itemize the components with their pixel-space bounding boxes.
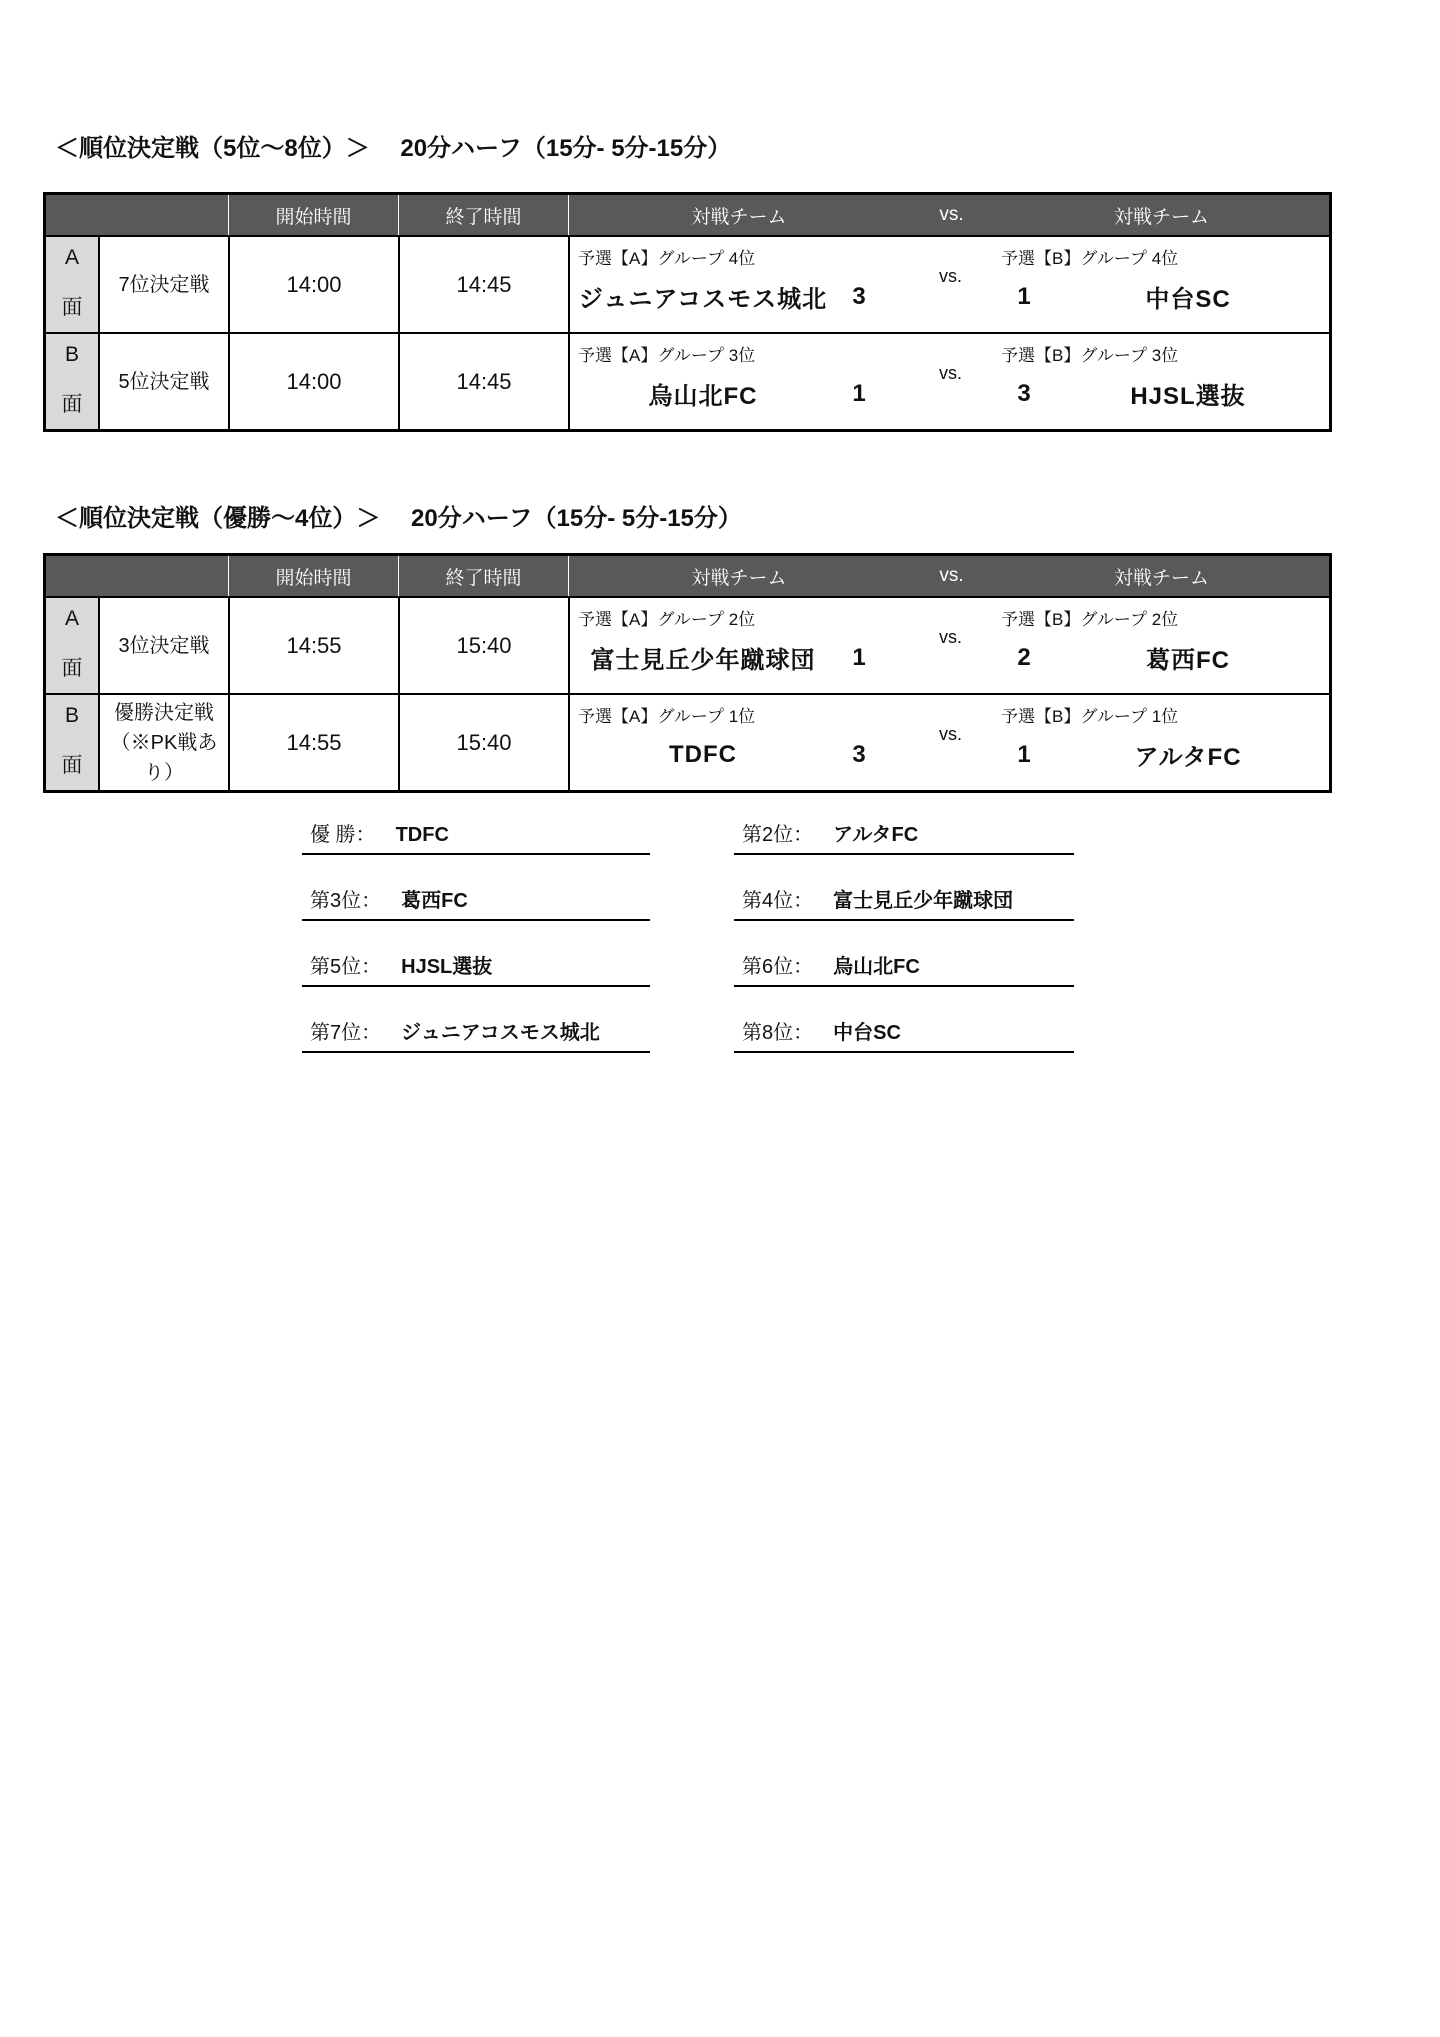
match-name-note: （※PK戦あり） bbox=[110, 731, 218, 784]
result-row-5th bbox=[302, 952, 650, 987]
right-team-line bbox=[993, 269, 1329, 332]
right-group-label: 予選【B】グループ 3位 bbox=[1001, 346, 1179, 365]
right-team-name: 中台SC bbox=[1145, 286, 1231, 313]
left-team-name: TDFC bbox=[669, 740, 737, 768]
result-label: 優 勝： bbox=[310, 824, 376, 846]
table-row-5th-place-match bbox=[46, 332, 1329, 429]
left-team-name: ジュニアコスモス城北 bbox=[578, 286, 828, 313]
result-team: 葛西FC bbox=[401, 890, 468, 912]
right-team-cell bbox=[993, 237, 1329, 332]
result-row-champion bbox=[302, 820, 650, 855]
start-time-cell: 14:55 bbox=[228, 695, 398, 790]
pitch-letter: B bbox=[64, 343, 79, 366]
section-title-placement-5-8: ＜順位決定戦（5位～8位）＞ 20分ハーフ（15分- 5分-15分） bbox=[55, 135, 732, 162]
right-team-line bbox=[993, 727, 1329, 790]
column-header-end-time: 終了時間 bbox=[398, 556, 568, 596]
header-corner-cell bbox=[46, 195, 228, 235]
result-label: 第6位： bbox=[742, 956, 814, 978]
match-name: 優勝決定戦 bbox=[114, 701, 214, 724]
pitch-suffix: 面 bbox=[61, 393, 83, 416]
right-team-score: 1 bbox=[1017, 740, 1031, 768]
right-team-name: HJSL選抜 bbox=[1130, 383, 1246, 410]
result-team: 富士見丘少年蹴球団 bbox=[833, 890, 1014, 912]
vs-label: vs. bbox=[938, 627, 962, 647]
column-header-teams bbox=[568, 556, 1329, 596]
result-row-7th bbox=[302, 1018, 650, 1053]
right-team-name: 葛西FC bbox=[1146, 647, 1230, 674]
right-team-score: 1 bbox=[1017, 282, 1031, 310]
left-team-cell bbox=[568, 598, 908, 693]
result-team: ジュニアコスモス城北 bbox=[401, 1022, 600, 1044]
result-team: TDFC bbox=[395, 824, 449, 846]
result-label: 第4位： bbox=[742, 890, 814, 912]
table-row-3rd-place-match bbox=[46, 596, 1329, 693]
column-header-end-time: 終了時間 bbox=[398, 195, 568, 235]
right-team-line bbox=[993, 366, 1329, 429]
left-team-score: 3 bbox=[852, 740, 866, 768]
column-header-start-time: 開始時間 bbox=[228, 556, 398, 596]
left-team-score: 1 bbox=[852, 379, 866, 407]
right-group-label: 予選【B】グループ 4位 bbox=[1001, 249, 1179, 268]
pitch-suffix: 面 bbox=[61, 754, 83, 777]
pitch-cell bbox=[46, 334, 98, 429]
left-group-label: 予選【A】グループ 4位 bbox=[578, 249, 756, 268]
start-time-cell: 14:00 bbox=[228, 334, 398, 429]
match-name-cell bbox=[98, 695, 228, 790]
left-team-line bbox=[570, 366, 908, 429]
result-label: 第7位： bbox=[310, 1022, 382, 1044]
result-team: 烏山北FC bbox=[833, 956, 920, 978]
vs-label: vs. bbox=[938, 266, 962, 286]
column-header-team-left: 対戦チーム bbox=[691, 567, 787, 589]
left-team-score: 3 bbox=[852, 282, 866, 310]
end-time-cell: 14:45 bbox=[398, 237, 568, 332]
left-team-line bbox=[570, 269, 908, 332]
match-name: 3位決定戦 bbox=[118, 634, 210, 657]
left-team-cell bbox=[568, 334, 908, 429]
column-header-teams bbox=[568, 195, 1329, 235]
result-row-2nd bbox=[734, 820, 1074, 855]
right-team-cell bbox=[993, 334, 1329, 429]
left-group-label: 予選【A】グループ 2位 bbox=[578, 610, 756, 629]
end-time-cell: 15:40 bbox=[398, 695, 568, 790]
match-name-cell bbox=[98, 334, 228, 429]
right-team-line bbox=[993, 630, 1329, 693]
column-header-team-right: 対戦チーム bbox=[1113, 206, 1209, 228]
result-label: 第8位： bbox=[742, 1022, 814, 1044]
left-team-cell bbox=[568, 237, 908, 332]
vs-label: vs. bbox=[938, 363, 962, 383]
result-team: 中台SC bbox=[833, 1022, 901, 1044]
result-team: アルタFC bbox=[833, 824, 919, 846]
left-team-cell bbox=[568, 695, 908, 790]
result-label: 第3位： bbox=[310, 890, 382, 912]
pitch-suffix: 面 bbox=[61, 657, 83, 680]
left-team-line bbox=[570, 727, 908, 790]
start-time-cell: 14:55 bbox=[228, 598, 398, 693]
right-team-cell bbox=[993, 598, 1329, 693]
table-header-row bbox=[46, 195, 1329, 235]
placement-table-5-8 bbox=[43, 192, 1332, 432]
pitch-letter: A bbox=[64, 607, 79, 630]
left-team-score: 1 bbox=[852, 643, 866, 671]
header-corner-cell bbox=[46, 556, 228, 596]
placement-table-1-4 bbox=[43, 553, 1332, 793]
pitch-letter: B bbox=[64, 704, 79, 727]
pitch-letter: A bbox=[64, 246, 79, 269]
left-team-name: 烏山北FC bbox=[648, 383, 758, 410]
column-header-vs: vs. bbox=[939, 565, 964, 586]
pitch-cell bbox=[46, 598, 98, 693]
result-label: 第2位： bbox=[742, 824, 814, 846]
left-team-line bbox=[570, 630, 908, 693]
right-team-name: アルタFC bbox=[1134, 744, 1242, 771]
end-time-cell: 14:45 bbox=[398, 334, 568, 429]
match-name-cell bbox=[98, 237, 228, 332]
match-name: 5位決定戦 bbox=[118, 370, 210, 393]
pitch-cell bbox=[46, 695, 98, 790]
vs-label: vs. bbox=[938, 724, 962, 744]
column-header-team-left: 対戦チーム bbox=[691, 206, 787, 228]
result-row-3rd bbox=[302, 886, 650, 921]
match-name-cell bbox=[98, 598, 228, 693]
column-header-start-time: 開始時間 bbox=[228, 195, 398, 235]
right-group-label: 予選【B】グループ 2位 bbox=[1001, 610, 1179, 629]
result-row-8th bbox=[734, 1018, 1074, 1053]
right-team-score: 2 bbox=[1017, 643, 1031, 671]
table-row-final-match bbox=[46, 693, 1329, 790]
pitch-cell bbox=[46, 237, 98, 332]
right-group-label: 予選【B】グループ 1位 bbox=[1001, 707, 1179, 726]
table-row-7th-place-match bbox=[46, 235, 1329, 332]
start-time-cell: 14:00 bbox=[228, 237, 398, 332]
result-row-6th bbox=[734, 952, 1074, 987]
column-header-vs: vs. bbox=[939, 204, 964, 225]
left-group-label: 予選【A】グループ 3位 bbox=[578, 346, 756, 365]
column-header-team-right: 対戦チーム bbox=[1113, 567, 1209, 589]
result-team: HJSL選抜 bbox=[401, 956, 493, 978]
right-team-cell bbox=[993, 695, 1329, 790]
end-time-cell: 15:40 bbox=[398, 598, 568, 693]
table-header-row bbox=[46, 556, 1329, 596]
final-standings-list bbox=[302, 820, 1074, 1053]
section-title-placement-1-4: ＜順位決定戦（優勝～4位）＞ 20分ハーフ（15分- 5分-15分） bbox=[55, 505, 742, 532]
result-row-4th bbox=[734, 886, 1074, 921]
result-label: 第5位： bbox=[310, 956, 382, 978]
right-team-score: 3 bbox=[1017, 379, 1031, 407]
left-team-name: 富士見丘少年蹴球団 bbox=[590, 647, 816, 674]
pitch-suffix: 面 bbox=[61, 296, 83, 319]
left-group-label: 予選【A】グループ 1位 bbox=[578, 707, 756, 726]
match-name: 7位決定戦 bbox=[118, 273, 210, 296]
